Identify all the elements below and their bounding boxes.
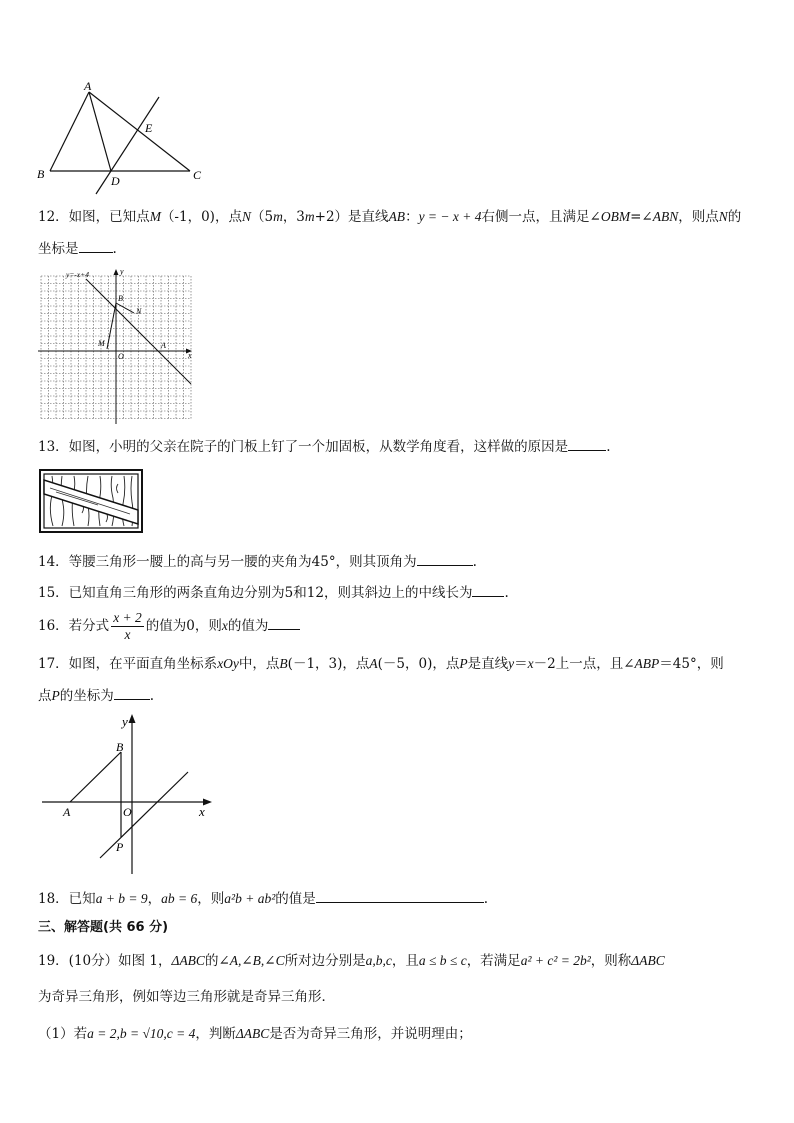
- label-x: x: [199, 804, 205, 819]
- fraction-numerator: x + 2: [113, 610, 142, 625]
- answer-blank[interactable]: [472, 582, 504, 597]
- answer-blank[interactable]: [316, 888, 484, 903]
- q18-text: ，: [147, 891, 162, 907]
- answer-blank[interactable]: [79, 238, 113, 253]
- q19-text: ，且: [391, 953, 419, 969]
- segment-ab: [70, 752, 121, 802]
- question-12-line-1: [38, 207, 741, 227]
- label-o: O: [123, 805, 132, 819]
- q19-triangle: ΔABC: [235, 1026, 270, 1041]
- segment-ad: [89, 92, 111, 171]
- q19-triangle: ΔABC: [631, 953, 665, 968]
- q12-text: 12．如图，已知点: [38, 209, 150, 225]
- grid-figure: [36, 266, 198, 426]
- label-a: A: [84, 79, 92, 93]
- q19-text: ，则称: [590, 953, 632, 969]
- q14-period: .: [472, 554, 477, 570]
- q16-text: 的值为0，则: [145, 618, 222, 634]
- q17-text: 17．如图，在平面直角坐标系: [38, 656, 218, 672]
- q17-point-p: P: [51, 688, 60, 703]
- line-de: [96, 97, 159, 194]
- q14-text: 14．等腰三角形一腰上的高与另一腰的夹角为45°，则其顶角为: [38, 554, 417, 570]
- q12-period: .: [112, 241, 117, 257]
- q12-equation: y = − x + 4: [418, 209, 482, 224]
- q17-var-x: x: [527, 656, 534, 671]
- q12-text: =∠: [630, 209, 653, 225]
- q18-period: .: [483, 891, 489, 907]
- question-15: [38, 582, 509, 603]
- y-axis-arrow: [129, 714, 136, 723]
- question-13: [38, 436, 610, 457]
- label-y: y: [120, 267, 124, 276]
- q12-angle-abn: ABN: [652, 209, 679, 224]
- q12-text: 的: [727, 209, 742, 225]
- q12-text: ，则点: [678, 209, 719, 225]
- q17-xoy: xOy: [217, 656, 239, 671]
- q16-var-x: x: [221, 618, 228, 633]
- side-ab: [50, 92, 89, 171]
- q19-text: 所对边分别是: [284, 953, 366, 969]
- q12-text: （-1，0)，点: [160, 209, 242, 225]
- q17-text: ＝: [514, 656, 528, 672]
- q18-expr: a + b = 9: [95, 891, 148, 906]
- label-x: x: [188, 351, 192, 360]
- coordinate-figure: [36, 712, 226, 878]
- q17-text: 点: [38, 688, 52, 704]
- question-17-line-1: [38, 654, 724, 674]
- label-n: N: [136, 307, 142, 316]
- label-a: A: [161, 341, 166, 350]
- q19-triangle: ΔABC: [171, 953, 205, 968]
- question-19-line-1: [38, 951, 665, 971]
- fraction-denominator: x: [124, 627, 131, 642]
- q17-text: 是直线: [467, 656, 509, 672]
- q17-point-b: B: [279, 656, 288, 671]
- q19-text: 是否为奇异三角形，并说明理由；: [269, 1026, 472, 1042]
- question-17-line-2: [38, 685, 154, 706]
- q19-values: a = 2,b = √10,c = 4: [87, 1026, 196, 1041]
- q12-var-m: m: [304, 209, 315, 224]
- label-d: D: [111, 174, 120, 188]
- label-b: B: [116, 740, 124, 754]
- q12-text: ，3: [282, 209, 305, 225]
- q19-text: ，若满足: [466, 953, 521, 969]
- q12-text: 右侧一点，且满足∠: [481, 209, 601, 225]
- q19-text: （1）若: [38, 1026, 88, 1042]
- label-c: C: [193, 168, 202, 182]
- q12-point-m: M: [149, 209, 161, 224]
- label-o: O: [118, 352, 124, 361]
- answer-blank[interactable]: [417, 551, 473, 566]
- triangle-figure: [34, 78, 214, 196]
- label-a: A: [63, 805, 71, 819]
- q12-text: ：: [405, 209, 419, 225]
- q13-period: .: [606, 439, 611, 455]
- q17-text: 中，点: [238, 656, 280, 672]
- q17-point-a: A: [369, 656, 378, 671]
- q17-text: －2上一点，且∠: [533, 656, 635, 672]
- question-12-line-2: [38, 238, 117, 259]
- label-y: y: [122, 714, 128, 729]
- question-19-part-1: [38, 1024, 472, 1044]
- label-p: P: [116, 840, 124, 854]
- q12-text: +2）是直线: [314, 209, 389, 225]
- q12-text: （5: [250, 209, 274, 225]
- q17-angle-abp: ABP: [634, 656, 660, 671]
- label-line-eq: y=-x+4: [66, 270, 90, 279]
- q12-point-n: N: [718, 209, 728, 224]
- line-y-x-2: [100, 772, 188, 858]
- q19-text: 为奇异三角形，例如等边三角形就是奇异三角形．: [38, 989, 335, 1005]
- q19-text: ，判断: [195, 1026, 236, 1042]
- q18-text: 的值是: [275, 891, 316, 907]
- q12-line-ab: AB: [388, 209, 406, 224]
- wooden-board-figure: [38, 468, 144, 534]
- label-e: E: [145, 121, 153, 135]
- q12-point-n: N: [241, 209, 251, 224]
- q17-var-y: y: [508, 656, 515, 671]
- q18-text: 18．已知: [38, 891, 96, 907]
- label-b: B: [118, 294, 123, 303]
- question-14: [38, 551, 477, 572]
- label-b: B: [37, 167, 45, 181]
- side-ac: [89, 92, 190, 171]
- question-19-line-2: [38, 987, 335, 1007]
- section-heading: 三、解答题(共 66 分): [38, 920, 169, 935]
- q17-text: 的坐标为: [59, 688, 114, 704]
- answer-blank[interactable]: [568, 436, 606, 451]
- q17-text: ＝45°，则: [659, 656, 724, 672]
- q12-text: 坐标是: [38, 241, 79, 257]
- q19-text: 19．(10分）如图 1，: [38, 953, 172, 969]
- q15-text: 15．已知直角三角形的两条直角边分别为5和12，则其斜边上的中线长为: [38, 585, 473, 601]
- q19-inequality: a ≤ b ≤ c: [418, 953, 467, 968]
- label-m: M: [98, 339, 105, 348]
- question-18: [38, 888, 488, 909]
- q18-expr: a²b + ab²: [224, 891, 276, 906]
- q16-fraction: [111, 610, 144, 643]
- q19-text: 的: [204, 953, 219, 969]
- answer-blank[interactable]: [268, 615, 300, 630]
- answer-blank[interactable]: [114, 685, 150, 700]
- q18-expr: ab = 6: [161, 891, 198, 906]
- q18-text: ，则: [197, 891, 225, 907]
- q17-period: .: [149, 688, 155, 704]
- question-16: [38, 608, 300, 644]
- q16-text: 16．若分式: [38, 618, 110, 634]
- q17-point-p: P: [459, 656, 468, 671]
- q19-angles: ∠A,∠B,∠C: [218, 953, 285, 968]
- q13-text: 13．如图，小明的父亲在院子的门板上钉了一个加固板，从数学角度看，这样做的原因是: [38, 439, 569, 455]
- q16-text: 的值为: [227, 618, 269, 634]
- q17-text: (－5，0)，点: [377, 656, 460, 672]
- q17-text: (－1，3)，点: [287, 656, 370, 672]
- q19-equation: a² + c² = 2b²: [520, 953, 591, 968]
- q19-sides: a,b,c: [365, 953, 392, 968]
- q15-period: .: [504, 585, 509, 601]
- y-axis-arrow: [114, 269, 119, 275]
- q12-angle-obm: OBM: [600, 209, 631, 224]
- q12-var-m: m: [273, 209, 283, 224]
